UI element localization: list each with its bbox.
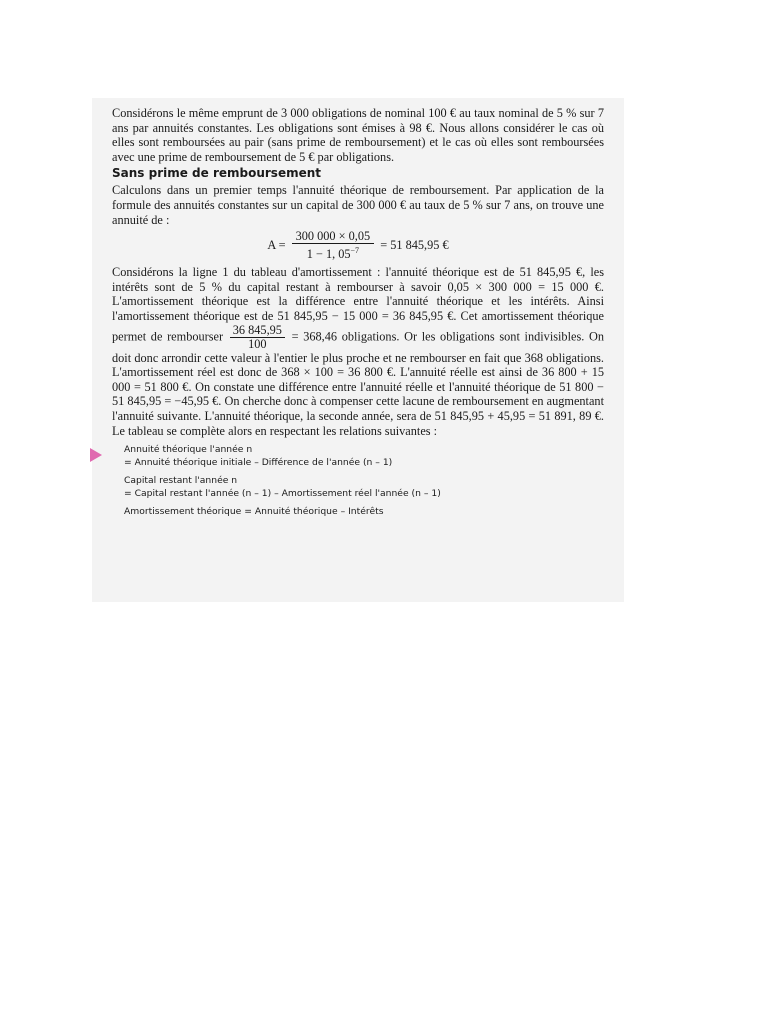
- formula-denominator: 1 − 1, 05: [306, 247, 351, 262]
- relations-box: [112, 444, 624, 519]
- annuity-formula: [112, 227, 604, 263]
- formula-exponent: −7: [350, 246, 360, 256]
- inline-fraction: [230, 324, 285, 351]
- formula-rhs: = 51 845,95 €: [380, 237, 449, 252]
- relation-2-line-1: Capital restant l'année n: [124, 475, 238, 487]
- section-heading: Sans prime de remboursement: [112, 166, 322, 181]
- relation-3: Amortissement théorique = Annuité théorique – Intérêts: [124, 506, 384, 518]
- intro-paragraph: Considérons le même emprunt de 3 000 obligations de nominal 100 € au taux nominal de 5 % sur 7 ans par annuités constantes. Les obligations sont émises à 98 €. Nous allons considérer le cas où elles sont remboursées au pair (sans prime de remboursement) et le cas où elles sont remboursées avec une prime de remboursement de 5 € par obligations.: [112, 106, 604, 164]
- formula-lhs: A =: [267, 237, 286, 252]
- inline-frac-result: = 368,46: [291, 328, 338, 343]
- formula-numerator: 300 000 × 0,05: [292, 229, 375, 244]
- inline-frac-denominator: 100: [248, 336, 267, 351]
- document-page: [92, 98, 624, 602]
- formula-denominator-wrap: [303, 244, 363, 261]
- inline-frac-numerator: 36 845,95: [230, 324, 285, 338]
- body-paragraph: [112, 265, 604, 438]
- calc-intro-paragraph: Calculons dans un premier temps l'annuité théorique de remboursement. Par application de la formule des annuités constantes sur un capital de 300 000 € au taux de 5 % sur 7 ans, on trouve une annuité de :: [112, 183, 604, 227]
- relation-2-line-2: = Capital restant l'année (n – 1) – Amortissement réel l'année (n – 1): [124, 487, 441, 499]
- body-part2: obligations. Or les obligations sont indivisibles. On doit donc arrondir cette valeur à l'entier le plus proche et ne rembourser en fait que 368 obligations. L'amortissement réel est donc de 368 × 100 = 36 800 €. L'annuité réelle est ainsi de 36 800 + 15 000 = 51 800 €. On constate une différence entre l'annuité réelle et l'annuité théorique de 51 800 − 51 845,95 = −45,95 €. On cherche donc à compenser cette lacune de remboursement en augmentant l'annuité suivante. L'annuité théorique, la seconde année, sera de 51 845,95 + 45,95 = 51 891, 89 €. Le tableau se complète alors en respectant les relations suivantes :: [112, 328, 605, 438]
- relation-1-line-2: = Annuité théorique initiale – Différence de l'année (n – 1): [124, 456, 393, 468]
- relation-1-line-1: Annuité théorique l'année n: [124, 444, 253, 456]
- triangle-marker-icon: [90, 448, 102, 462]
- formula-fraction: [292, 229, 375, 261]
- body-part1: Considérons la ligne 1 du tableau d'amortissement : l'annuité théorique est de 51 845,95 €, les intérêts sont de 5 % du capital restant à rembourser à savoir 0,05 × 300 000 = 15 000 €. L'amortissement théorique est la différence entre l'annuité théorique et les intérêts. Ainsi l'amortissement théorique est de 51 845,95 − 15 000 = 36 845,95 €. Cet amortissement théorique permet de rembourser: [112, 265, 604, 343]
